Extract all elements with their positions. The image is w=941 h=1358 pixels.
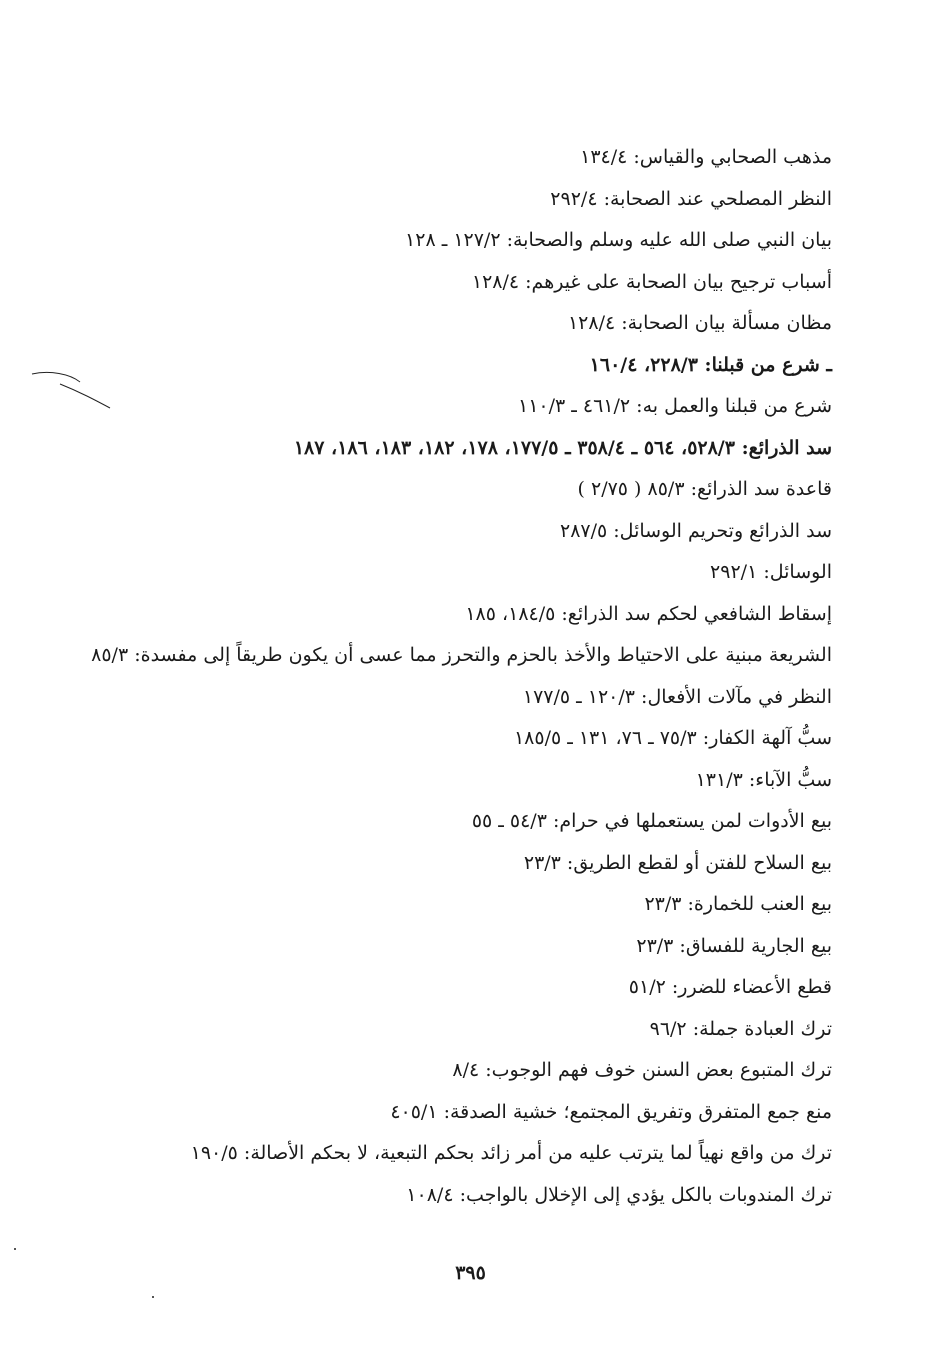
index-entry: النظر في مآلات الأفعال: ١٢٠/٣ ـ ١٧٧/٥	[522, 685, 832, 708]
index-entry: بيع العنب للخمارة: ٢٣/٣	[644, 893, 832, 915]
index-entry: أسباب ترجيح بيان الصحابة على غيرهم: ١٢٨/٤	[471, 270, 832, 293]
scan-speck	[152, 1296, 154, 1298]
index-entry: سبُّ آلهة الكفار: ٧٥/٣ ـ ٧٦، ١٣١ ـ ١٨٥/٥	[513, 727, 832, 749]
index-entry: بيان النبي صلى الله عليه وسلم والصحابة: ١٢٧/٢ ـ ١٢٨	[405, 229, 832, 251]
index-entry: ترك المندوبات بالكل يؤدي إلى الإخلال بالواجب: ١٠٨/٤	[406, 1183, 832, 1206]
index-entry: مظان مسألة بيان الصحابة: ١٢٨/٤	[567, 312, 832, 334]
index-entries	[92, 137, 832, 1216]
index-entry: منع جمع المتفرق وتفريق المجتمع؛ خشية الصدقة: ٤٠٥/١	[390, 1100, 832, 1123]
index-entry: قطع الأعضاء للضرر: ٥١/٢	[628, 976, 832, 998]
index-entry: بيع السلاح للفتن أو لقطع الطريق: ٢٣/٣	[523, 851, 832, 874]
index-entry: ـ شرع من قبلنا: ٢٢٨/٣، ١٦٠/٤	[589, 353, 832, 376]
index-entry: ترك من واقع نهياً لما يترتب عليه من أمر زائد بحكم التبعية، لا بحكم الأصالة: ١٩٠/٥	[190, 1142, 832, 1164]
index-entry: الشريعة مبنية على الاحتياط والأخذ بالحزم والتحرز مما عسى أن يكون طريقاً إلى مفسدة: ٨٥/٣	[91, 644, 832, 666]
index-entry: الوسائل: ٢٩٢/١	[710, 561, 832, 583]
index-entry: سد الذرائع وتحريم الوسائل: ٢٨٧/٥	[560, 519, 832, 542]
index-entry: شرع من قبلنا والعمل به: ٤٦١/٢ ـ ١١٠/٣	[518, 395, 832, 417]
index-entry: سبُّ الآباء: ١٣١/٣	[695, 768, 832, 791]
index-entry: إسقاط الشافعي لحكم سد الذرائع: ١٨٤/٥، ١٨٥	[465, 602, 832, 625]
scan-speck	[14, 1248, 16, 1250]
page-number: ٣٩٥	[455, 1262, 486, 1284]
index-entry: ترك العبادة جملة: ٩٦/٢	[649, 1017, 832, 1040]
index-entry: ترك المتبوع بعض السنن خوف فهم الوجوب: ٨/٤	[452, 1059, 832, 1081]
index-entry: سد الذرائع: ٥٢٨/٣، ٥٦٤ ـ ٣٥٨/٤ ـ ١٧٧/٥، ١٧٨، ١٨٢، ١٨٣، ١٨٦، ١٨٧	[293, 436, 832, 459]
index-entry: مذهب الصحابي والقياس: ١٣٤/٤	[580, 146, 832, 168]
index-entry: النظر المصلحي عند الصحابة: ٢٩٢/٤	[550, 187, 832, 210]
index-entry: قاعدة سد الذرائع: ٨٥/٣ ( ٢/٧٥ )	[577, 478, 832, 500]
index-entry: بيع الجارية للفساق: ٢٣/٣	[636, 934, 832, 957]
index-entry: بيع الأدوات لمن يستعملها في حرام: ٥٤/٣ ـ ٥٥	[471, 810, 832, 832]
